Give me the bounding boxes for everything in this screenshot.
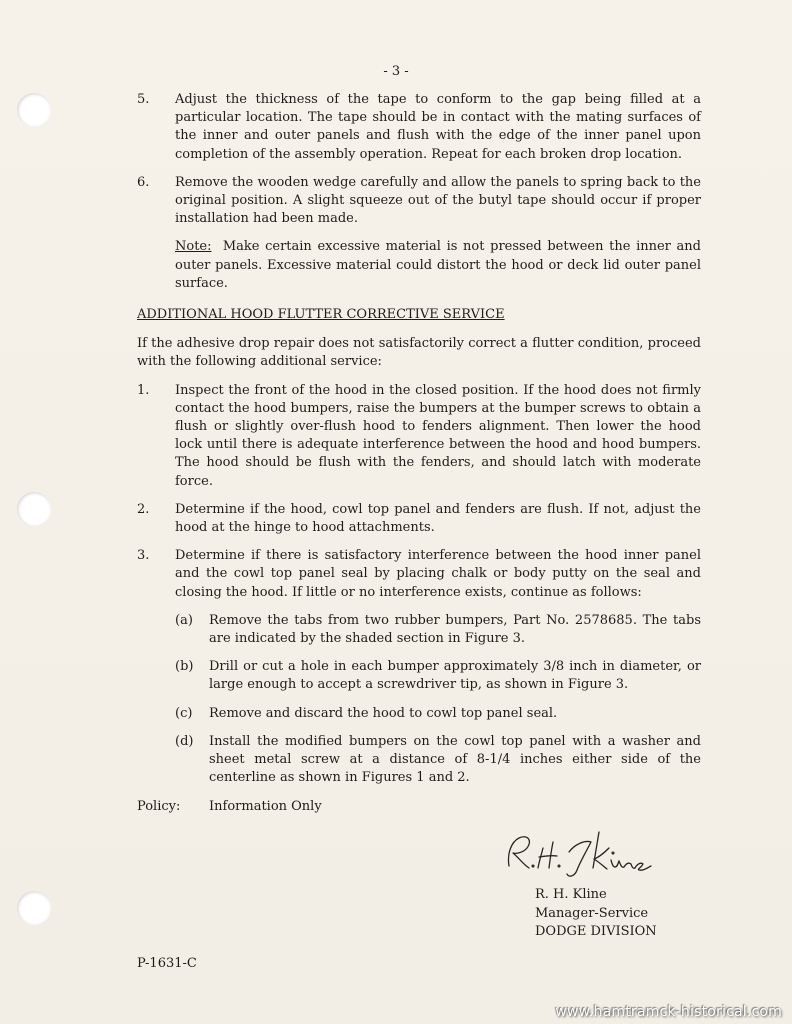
signer-division: DODGE DIVISION xyxy=(535,924,657,939)
item-number: 6. xyxy=(137,174,150,190)
note-paragraph xyxy=(175,238,701,293)
signer-title: Manager-Service xyxy=(535,905,649,921)
step-number: 1. xyxy=(137,382,150,398)
step-text: Determine if there is satisfactory interference between the hood inner panel and the cowl top panel seal by placing chalk or body putty on the seal and closing the hood. If little or no interference exists, continue as follows: xyxy=(175,548,701,600)
sub-list-item xyxy=(175,612,701,648)
step-number: 3. xyxy=(137,548,150,564)
item-text: Remove the wooden wedge carefully and allow the panels to spring back to the original position. A slight squeeze out of the butyl tape should occur if proper installation had been made. xyxy=(175,174,701,227)
substep-letter: (a) xyxy=(175,612,193,628)
substep-text: Install the modified bumpers on the cowl top panel with a washer and sheet metal screw at a distance of 8-1/4 inches either side of the centerline as shown in Figures 1 and 2. xyxy=(209,733,701,786)
signature-text xyxy=(535,886,715,942)
binder-hole-bottom xyxy=(17,891,51,925)
substep-letter: (d) xyxy=(175,733,194,749)
website-watermark: www.hamtramck-historical.com xyxy=(555,1004,782,1020)
note-label: Note: xyxy=(175,239,212,255)
section-heading: ADDITIONAL HOOD FLUTTER CORRECTIVE SERVICE xyxy=(137,307,505,323)
step-number: 2. xyxy=(137,501,150,517)
substep-text: Drill or cut a hole in each bumper approximately 3/8 inch in diameter, or large enough to accept a screwdriver tip, as shown in Figure 3. xyxy=(209,659,701,693)
list-item xyxy=(137,547,701,602)
binder-hole-middle xyxy=(17,492,51,526)
signature-icon xyxy=(495,826,655,886)
note-text: Make certain excessive material is not pressed between the inner and outer panels. Excessive material could distort the hood or deck lid outer panel surface. xyxy=(175,239,701,291)
sub-list-item xyxy=(175,658,701,694)
intro-paragraph: If the adhesive drop repair does not satisfactorily correct a flutter condition, proceed with the following additional service: xyxy=(137,336,701,370)
substep-letter: (b) xyxy=(175,659,194,675)
item-text: Adjust the thickness of the tape to conform to the gap being filled at a particular location. The tape should be in contact with the mating surfaces of the inner and outer panels and flush with the edge of the inner panel upon completion of the assembly operation. Repeat for each broken drop location. xyxy=(175,92,701,162)
item-number: 5. xyxy=(137,92,150,107)
substep-letter: (c) xyxy=(175,705,193,721)
list-item xyxy=(137,382,701,491)
list-item xyxy=(137,91,701,164)
page-number: - 3 - xyxy=(383,64,409,79)
step-text: Inspect the front of the hood in the closed position. If the hood does not firmly contact the hood bumpers, raise the bumpers at the bumper screws to obtain a flush or slightly over-flush hood to fenders alignment. Then lower the hood lock until there is adequate interference between the hood and hood bumpers. The hood should be flush with the fenders, and should latch with moderate force. xyxy=(175,382,701,489)
substep-text: Remove and discard the hood to cowl top panel seal. xyxy=(209,705,558,721)
policy-label: Policy: xyxy=(137,798,181,814)
signer-name: R. H. Kline xyxy=(535,887,607,902)
document-code: P-1631-C xyxy=(137,956,197,971)
list-item xyxy=(137,174,701,229)
handwritten-signature xyxy=(495,826,715,886)
step-text: Determine if the hood, cowl top panel and fenders are flush. If not, adjust the hood at the hinge to hood attachments. xyxy=(175,501,701,536)
sub-list-item xyxy=(175,733,701,788)
list-item xyxy=(137,501,701,537)
policy-line xyxy=(137,798,701,816)
substep-text: Remove the tabs from two rubber bumpers, Part No. 2578685. The tabs are indicated by the shaded section in Figure 3. xyxy=(209,612,701,647)
binder-hole-top xyxy=(17,93,51,127)
sub-list-item xyxy=(175,705,701,723)
signature-block xyxy=(495,826,715,942)
policy-value: Information Only xyxy=(209,798,322,814)
document-body xyxy=(137,91,701,816)
